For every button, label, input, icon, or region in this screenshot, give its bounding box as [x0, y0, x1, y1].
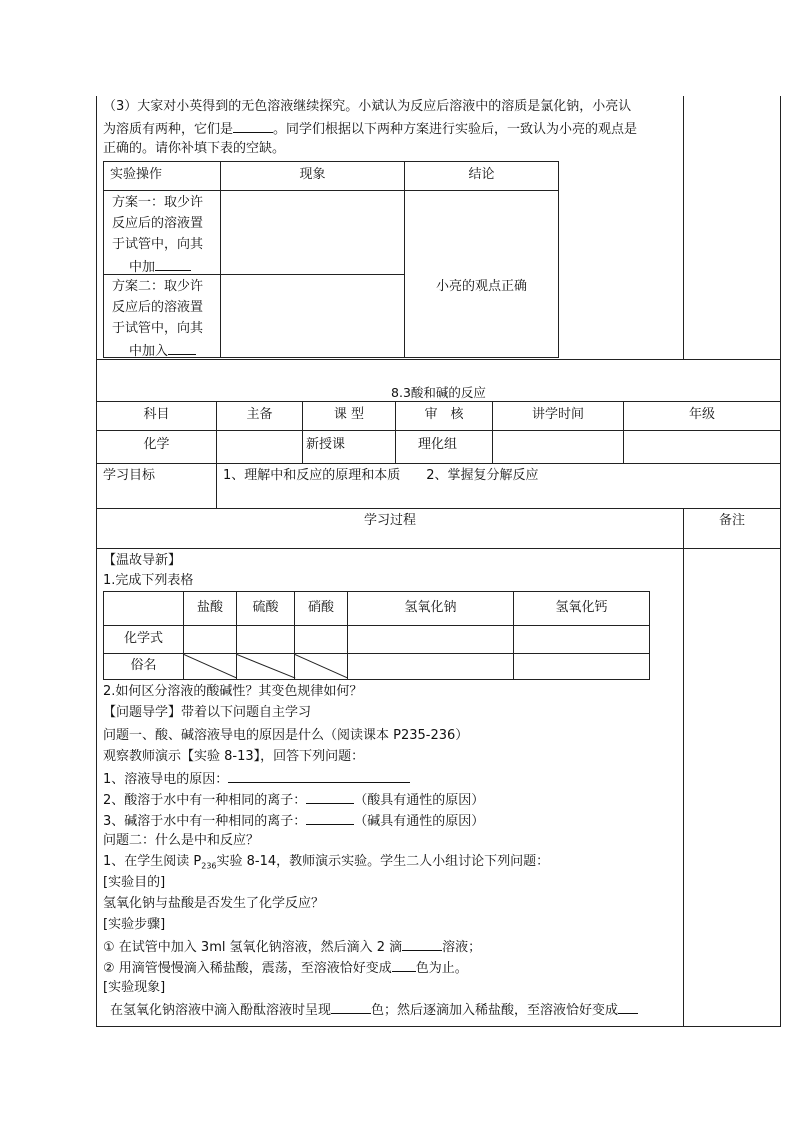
value-review: 理化组	[418, 437, 458, 452]
conclusion-text: 小亮的观点正确	[435, 279, 527, 294]
question-1: 1.完成下列表格	[103, 573, 194, 588]
discussion-intro: 1、在学生阅读 $P_{236}$实验 8-14，教师演示实验。学生二人小组讨论下列问题：	[103, 854, 550, 871]
step-1: ① 在试管中加入 3ml 氢氧化钠溶液，然后滴入 2 滴 溶液；	[103, 936, 481, 958]
col-nitric-acid: 硝酸	[307, 600, 334, 615]
frame-line	[96, 96, 97, 359]
col-calcium-hydroxide: 氢氧化钙	[555, 600, 608, 615]
step-2: ② 用滴管慢慢滴入稀盐酸，震荡，至溶液恰好变成 色为止。	[103, 957, 468, 979]
row-formula: 化学式	[123, 631, 163, 646]
question-2: 2.如何区分溶液的酸碱性？其变色规律如何？	[103, 684, 363, 699]
col-header-conclusion: 结论	[468, 167, 495, 182]
chemistry-table	[103, 591, 650, 680]
process-label: 学习过程	[363, 513, 416, 528]
plan2-text: 中加入	[129, 340, 196, 362]
experiment-table	[103, 161, 559, 357]
diagonal-line	[184, 654, 237, 679]
plan1-text: 于试管中，向其	[112, 237, 204, 252]
col-hydrochloric-acid: 盐酸	[196, 600, 223, 615]
value-subject: 化学	[143, 437, 170, 452]
top-line2: 为溶质有两种，它们是 。同学们根据以下两种方案进行实验后，一致认为小亮的观点是	[103, 118, 637, 140]
plan2-text: 反应后的溶液置	[112, 300, 204, 315]
steps-heading: [实验步骤]	[103, 917, 166, 932]
col-sodium-hydroxide: 氢氧化钠	[404, 600, 457, 615]
frame-line	[683, 96, 684, 359]
header-grade: 年级	[688, 407, 715, 422]
problem-1: 问题一、酸、碱溶液导电的原因是什么（阅读课本 P235-236）	[103, 728, 469, 743]
goal-label: 学习目标	[103, 468, 156, 483]
diagonal-line	[295, 654, 348, 679]
header-time: 讲学时间	[531, 407, 584, 422]
conductivity-reason: 1、溶液导电的原因：	[103, 768, 410, 790]
header-review: 审 核	[424, 407, 464, 422]
diagonal-line	[237, 654, 296, 679]
plan1-text: 中加	[129, 256, 191, 278]
problem-2: 问题二：什么是中和反应？	[103, 833, 260, 848]
remark-label: 备注	[718, 513, 745, 528]
top-line3: 正确的。请你补填下表的空缺。	[103, 141, 286, 156]
acid-ion: 2、酸溶于水中有一种相同的离子： （酸具有通性的原因）	[103, 789, 484, 811]
observe-demo: 观察教师演示【实验 8-13】，回答下列问题：	[103, 749, 365, 764]
base-ion: 3、碱溶于水中有一种相同的离子： （碱具有通性的原因）	[103, 810, 484, 832]
phenomenon-heading: [实验现象]	[103, 980, 166, 995]
col-header-phenomenon: 现象	[299, 167, 326, 182]
col-header-operation: 实验操作	[110, 167, 163, 182]
purpose-text: 氢氧化钠与盐酸是否发生了化学反应？	[103, 896, 325, 911]
row-common-name: 俗名	[130, 658, 157, 673]
frame-line	[780, 96, 781, 359]
goal-text: 1、理解中和反应的原理和本质 2、掌握复分解反应	[223, 468, 539, 483]
plan2-text: 方案二：取少许	[112, 279, 204, 294]
plan1-text: 方案一：取少许	[112, 195, 204, 210]
purpose-heading: [实验目的]	[103, 875, 166, 890]
top-line1: （3）大家对小英得到的无色溶液继续探究。小斌认为反应后溶液中的溶质是氯化钠，小亮认	[103, 99, 632, 114]
plan2-text: 于试管中，向其	[112, 321, 204, 336]
plan1-text: 反应后的溶液置	[112, 216, 204, 231]
phenomenon-text: 在氢氧化钠溶液中滴入酚酞溶液时呈现 色；然后逐滴加入稀盐酸，至溶液恰好变成	[110, 999, 638, 1021]
lesson-title: 8.3酸和碱的反应	[391, 385, 486, 400]
guide-heading: 【问题导学】带着以下问题自主学习	[103, 705, 312, 720]
value-course-type: 新授课	[306, 437, 346, 452]
header-subject: 科目	[143, 407, 170, 422]
header-author: 主备	[246, 407, 273, 422]
review-heading: 【温故导新】	[103, 553, 182, 568]
col-sulfuric-acid: 硫酸	[252, 600, 279, 615]
header-course-type: 课 型	[333, 407, 365, 422]
